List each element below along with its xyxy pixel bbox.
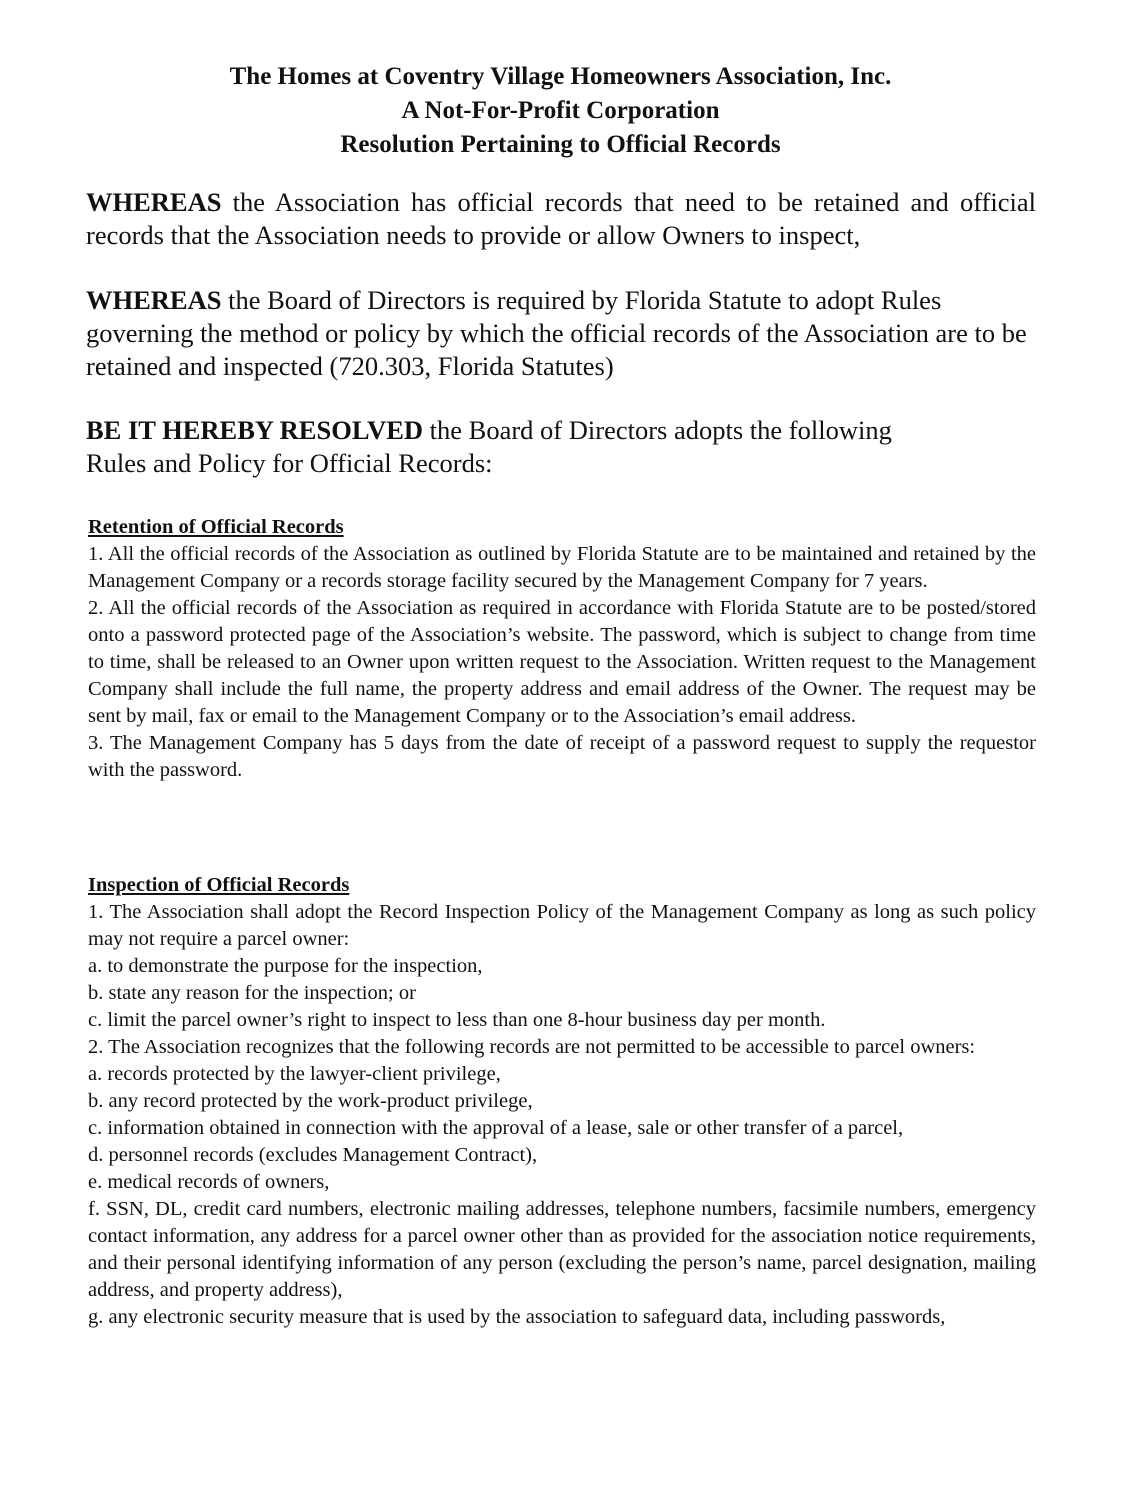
list-item: 2. The Association recognizes that the following records are not permitted to be accessible to parcel owners:: [88, 1036, 976, 1058]
list-item: 3. The Management Company has 5 days from the date of receipt of a password request to supply the requestor with the password.: [88, 732, 1036, 781]
list-item: a. to demonstrate the purpose for the inspection,: [88, 955, 483, 977]
whereas-paragraph-2: [86, 284, 1036, 383]
resolved-lead: BE IT HEREBY RESOLVED: [86, 415, 424, 445]
section-heading: Inspection of Official Records: [88, 874, 350, 896]
association-name: The Homes at Coventry Village Homeowners Association, Inc.: [229, 63, 892, 90]
list-item: 2. All the official records of the Association as required in accordance with Florida Statute are to be posted/stored onto a password protected page of the Association’s website. The password, which is subject to change from time to time, shall be released to an Owner upon written request to the Association. Written request to the Management Company shall include the full name, the property address and email address of the Owner. The request may be sent by mail, fax or email to the Management Company or to the Association’s email address.: [88, 597, 1036, 727]
whereas-text: the Board of Directors is required by Florida Statute to adopt Rules governing the method or policy by which the official records of the Association are to be retained and inspected (720.303, Florida Statutes): [86, 285, 1027, 381]
list-item: e. medical records of owners,: [88, 1171, 330, 1193]
resolved-paragraph: [86, 414, 1036, 480]
resolution-title: Resolution Pertaining to Official Records: [340, 131, 781, 158]
list-item: g. any electronic security measure that is used by the association to safeguard data, including passwords,: [88, 1306, 946, 1328]
whereas-paragraph-1: [86, 186, 1036, 252]
list-item: c. information obtained in connection with the approval of a lease, sale or other transfer of a parcel,: [88, 1117, 904, 1139]
list-item: 1. The Association shall adopt the Record Inspection Policy of the Management Company as long as such policy may not require a parcel owner:: [88, 901, 1036, 950]
document-header: [0, 60, 1121, 162]
list-item: b. any record protected by the work-product privilege,: [88, 1090, 533, 1112]
list-item: 1. All the official records of the Association as outlined by Florida Statute are to be maintained and retained by the Management Company or a records storage facility secured by the Management Company for 7 years.: [88, 543, 1036, 592]
list-item: f. SSN, DL, credit card numbers, electronic mailing addresses, telephone numbers, facsimile numbers, emergency contact information, any address for a parcel owner other than as provided for the association notice requirements, and their personal identifying information of any person (excluding the person’s name, parcel designation, mailing address, and property address),: [88, 1198, 1036, 1301]
retention-section: [88, 514, 1036, 784]
section-heading: Retention of Official Records: [88, 516, 344, 538]
resolved-line-1: [86, 414, 1036, 447]
list-item: d. personnel records (excludes Management Contract),: [88, 1144, 538, 1166]
whereas-lead: WHEREAS: [86, 187, 222, 217]
resolved-text: the Board of Directors adopts the following: [423, 415, 892, 445]
whereas-text: the Association has official records that need to be retained and official records that the Association needs to provide or allow Owners to inspect,: [86, 187, 1036, 250]
inspection-section: [88, 872, 1036, 1331]
list-item: a. records protected by the lawyer-client privilege,: [88, 1063, 501, 1085]
resolved-line-2: Rules and Policy for Official Records:: [86, 448, 493, 478]
corporation-type: A Not-For-Profit Corporation: [401, 97, 720, 124]
list-item: b. state any reason for the inspection; or: [88, 982, 416, 1004]
list-item: c. limit the parcel owner’s right to inspect to less than one 8-hour business day per month.: [88, 1009, 826, 1031]
whereas-lead: WHEREAS: [86, 285, 222, 315]
